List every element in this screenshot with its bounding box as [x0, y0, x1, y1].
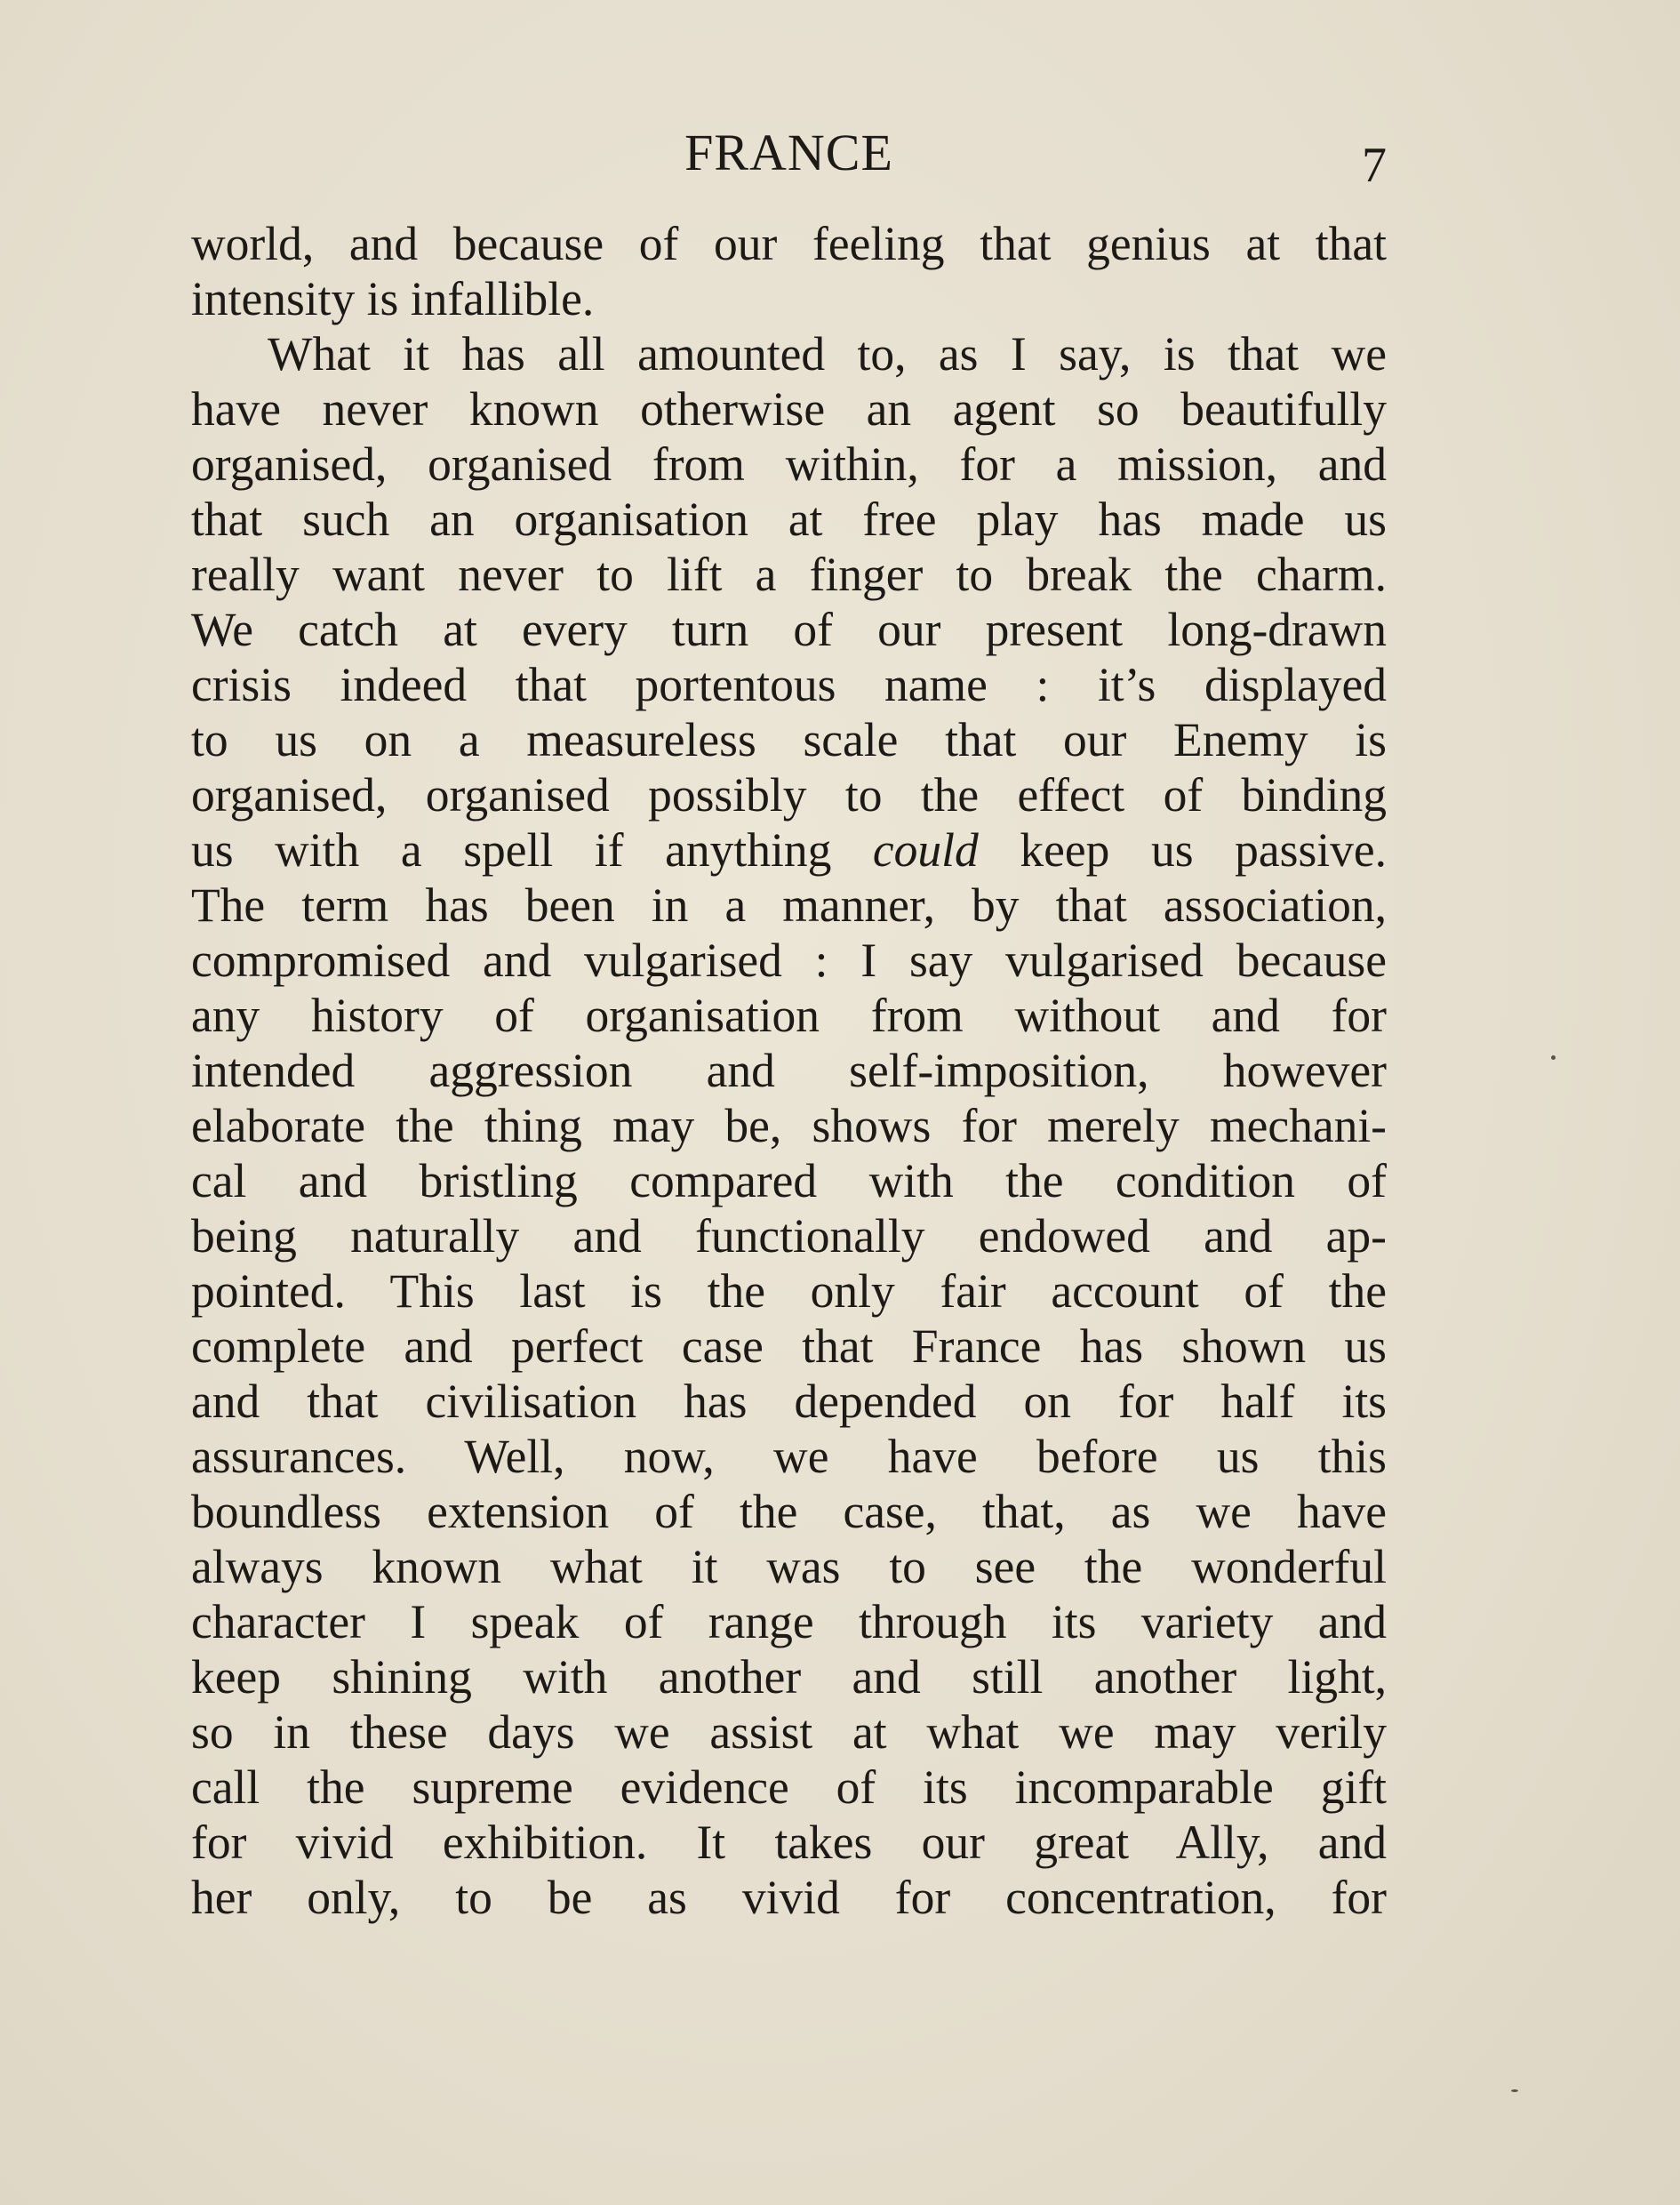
text-line: that such an organisation at free play has made us — [191, 493, 1387, 546]
text-line: always known what it was to see the wonderful — [191, 1540, 1387, 1593]
text-line: cal and bristling compared with the condition of — [191, 1154, 1387, 1207]
text-line: elaborate the thing may be, shows for merely mechani- — [191, 1099, 1387, 1152]
text-line: for vivid exhibition. It takes our great Ally, and — [191, 1816, 1387, 1869]
running-head — [0, 117, 1680, 193]
paper-speck — [1511, 2089, 1518, 2092]
text-line: character I speak of range through its variety and — [191, 1595, 1387, 1648]
paragraph-first-line: What it has all amounted to, as I say, is that we — [268, 327, 1387, 381]
text-line: world, and because of our feeling that genius at that — [191, 217, 1387, 270]
text-line: keep shining with another and still another light, — [191, 1650, 1387, 1704]
text-line: intended aggression and self-imposition, however — [191, 1044, 1387, 1097]
text-line-with-italic — [191, 822, 1387, 878]
text-line: complete and perfect case that France has shown us — [191, 1319, 1387, 1373]
text-line: call the supreme evidence of its incomparable gift — [191, 1760, 1387, 1814]
text-line: any history of organisation from without and for — [191, 989, 1387, 1042]
page-number: 7 — [1362, 138, 1387, 193]
text-line: organised, organised possibly to the effect of binding — [191, 768, 1387, 822]
text-line: to us on a measureless scale that our Enemy is — [191, 713, 1387, 766]
text-line: assurances. Well, now, we have before us this — [191, 1430, 1387, 1483]
text-line: being naturally and functionally endowed and ap- — [191, 1209, 1387, 1263]
text-run: keep us passive. — [978, 823, 1387, 877]
text-run: us with a spell if anything — [191, 823, 873, 877]
text-line: her only, to be as vivid for concentration, for — [191, 1871, 1387, 1924]
text-line: We catch at every turn of our present long-drawn — [191, 603, 1387, 656]
running-title: FRANCE — [684, 124, 893, 181]
text-line: and that civilisation has depended on for half its — [191, 1375, 1387, 1428]
text-line: boundless extension of the case, that, as we have — [191, 1485, 1387, 1538]
text-line: pointed. This last is the only fair account of the — [191, 1264, 1387, 1318]
text-line: compromised and vulgarised : I say vulgarised because — [191, 934, 1387, 987]
text-line: have never known otherwise an agent so beautifully — [191, 382, 1387, 436]
text-line: really want never to lift a finger to break the charm. — [191, 548, 1387, 601]
text-line: so in these days we assist at what we may verily — [191, 1705, 1387, 1759]
body-text — [191, 216, 1387, 1925]
text-line: organised, organised from within, for a mission, and — [191, 437, 1387, 491]
text-line: The term has been in a manner, by that association, — [191, 878, 1387, 932]
italic-word: could — [872, 823, 979, 877]
paper-speck — [1551, 1055, 1556, 1060]
text-line: intensity is infallible. — [191, 272, 595, 325]
text-line: crisis indeed that portentous name : it’s displayed — [191, 658, 1387, 711]
